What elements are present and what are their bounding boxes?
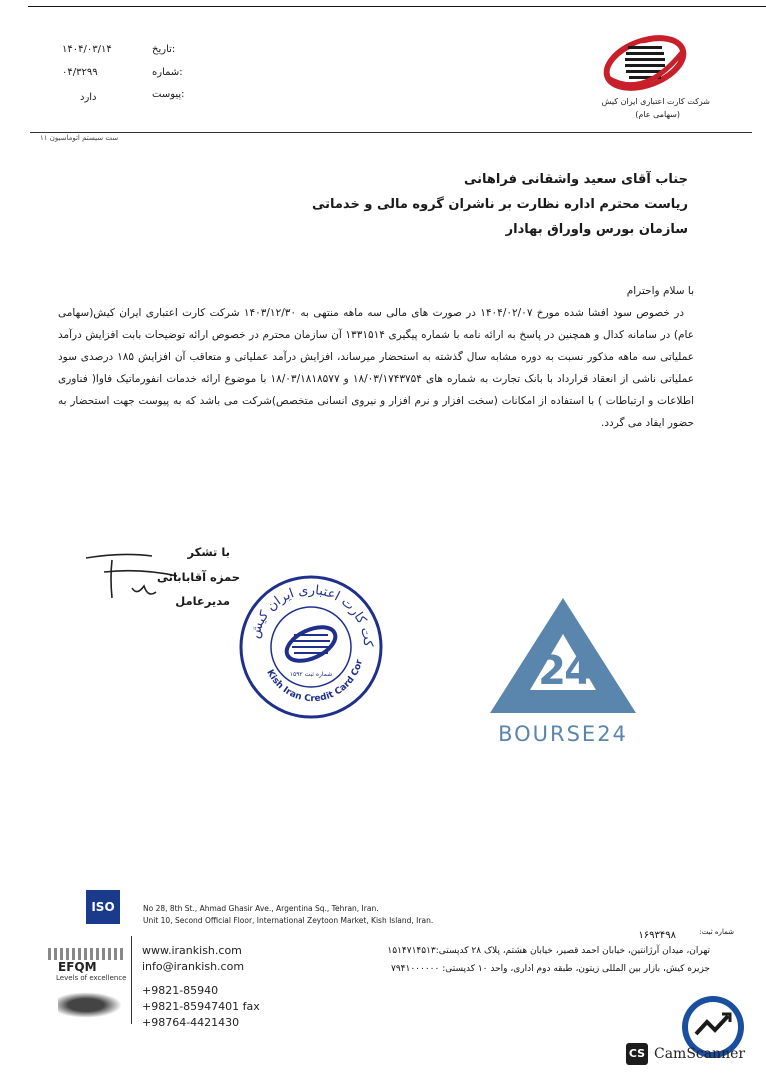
serial-note: ۱۱ ست سیستم اتوماسیون <box>40 134 119 142</box>
body-paragraph: در خصوص سود افشا شده مورخ ۱۴۰۴/۰۲/۰۷ در صورت های مالی سه ماهه منتهی به ۱۴۰۳/۱۲/۳۰ شرکت کارت اعتباری ایران کیش(سهامی عام) در سامانه کدال و همچنین در پاسخ به ارائه نامه با شماره پیگیری ۱۳۳۱۵۱۴ آن سازمان محترم در خصوص ارائه توضیحات بابت افزایش درآمد عملیاتی سه ماهه مذکور نسبت به دوره مشابه سال گذشته به استحضار میرساند، افزایش درآمد عملیاتی و متعاقب آن افزایش ۱۸۵ درصدی سود عملیاتی ناشی از انعقاد قرارداد با بانک تجارت به شماره های ۱۸/۰۳/۱۷۴۳۷۵۴ و ۱۸/۰۳/۱۸۱۸۵۷۷ با موضوع ارائه خدمات انفورماتیک فاوا( فناوری اطلاعات و ارتباطات ) با استفاده از امکانات (سخت افزار و نرم افزار و نیروی انسانی متخصص)شرکت می باشد که به پیوست جهت استحضار به حضور ایفاد می گردد. <box>58 307 694 429</box>
svg-text:شرکت کارت اعتباری ایران کیش <box>236 572 375 648</box>
footer-divider <box>131 936 132 1024</box>
stamp-arc-text-en: Kish Iran Credit Card Cor <box>264 658 365 705</box>
letter-body <box>58 280 694 434</box>
efqm-bars <box>48 948 124 960</box>
efqm-sub: Levels of excellence <box>56 974 127 982</box>
company-name: شرکت کارت اعتباری ایران کیش <box>601 97 710 106</box>
camscanner-name: CamScanner <box>654 1046 746 1062</box>
footer-fax: +9821-85947401 fax <box>142 1000 260 1013</box>
world-map-graphic <box>58 990 128 1020</box>
company-stamp <box>236 572 386 722</box>
footer-address-en-1: No 28, 8th St., Ahmad Ghasir Ave., Argentina Sq., Tehran, Iran. <box>143 904 379 913</box>
footer-address-fa-2: جزیره کیش، بازار بین المللی زیتون، طبقه دوم اداری، واحد ۱۰ کدپستی: ۷۹۴۱۰۰۰۰۰۰ <box>390 964 710 974</box>
svg-text:4: 4 <box>564 648 592 694</box>
bourse24-brand: BOURSE24 <box>498 722 628 746</box>
company-type: (سهامی عام) <box>635 110 680 119</box>
footer-website[interactable]: www.irankish.com <box>142 944 242 957</box>
attachment-value: دارد <box>80 92 97 103</box>
efqm-label: EFQM <box>58 960 97 974</box>
company-logo <box>598 30 692 96</box>
footer-phone-2: +98764-4421430 <box>142 1016 240 1026</box>
header-divider <box>30 132 752 133</box>
date-value: ۱۴۰۴/۰۳/۱۴ <box>62 44 112 55</box>
stamp-arc-text-fa: کت کارت اعتباری ایران کیش <box>247 582 376 648</box>
recipient-name: جناب آقای سعید واشقانی فراهانی <box>463 172 688 187</box>
number-label: شماره: <box>152 67 183 78</box>
signature-name: حمزه آقابابائی <box>157 570 240 584</box>
footer-phone: +9821-85940 <box>142 984 219 997</box>
signature-thanks: با تشکر <box>187 545 230 559</box>
recipient-organization: سازمان بورس واوراق بهادار <box>505 222 688 237</box>
recipient-title: ریاست محترم اداره نظارت بر ناشران گروه مالی و خدماتی <box>311 197 688 212</box>
attachment-label: پیوست: <box>152 89 185 100</box>
stamp-reg: شماره ثبت ۱۵۹۲ <box>289 671 333 678</box>
camscanner-badge: CS <box>626 1043 648 1065</box>
footer-address-en-2: Unit 10, Second Official Floor, International Zeytoon Market, Kish Island, Iran. <box>143 916 434 925</box>
greeting: با سلام واحترام <box>626 285 694 297</box>
footer-address-fa-1: تهران، میدان آرژانتین، خیابان احمد قصیر، خیابان هشتم، پلاک ۲۸ کدپستی:۱۵۱۴۷۱۴۵۱۳ <box>387 946 710 956</box>
top-rule <box>28 6 766 7</box>
footer-reg-value: ۱۶۹۳۴۹۸ <box>638 930 676 941</box>
number-value: ۰۴/۳۲۹۹ <box>62 67 98 78</box>
footer-reg-label: شماره ثبت: <box>699 928 734 936</box>
footer-email[interactable]: info@irankish.com <box>142 960 245 973</box>
signature-title: مدیرعامل <box>175 594 230 608</box>
svg-text:2: 2 <box>538 648 566 694</box>
iso-badge: ISO <box>86 890 120 924</box>
date-label: تاریخ: <box>152 44 176 55</box>
bourse24-logo <box>488 598 638 718</box>
